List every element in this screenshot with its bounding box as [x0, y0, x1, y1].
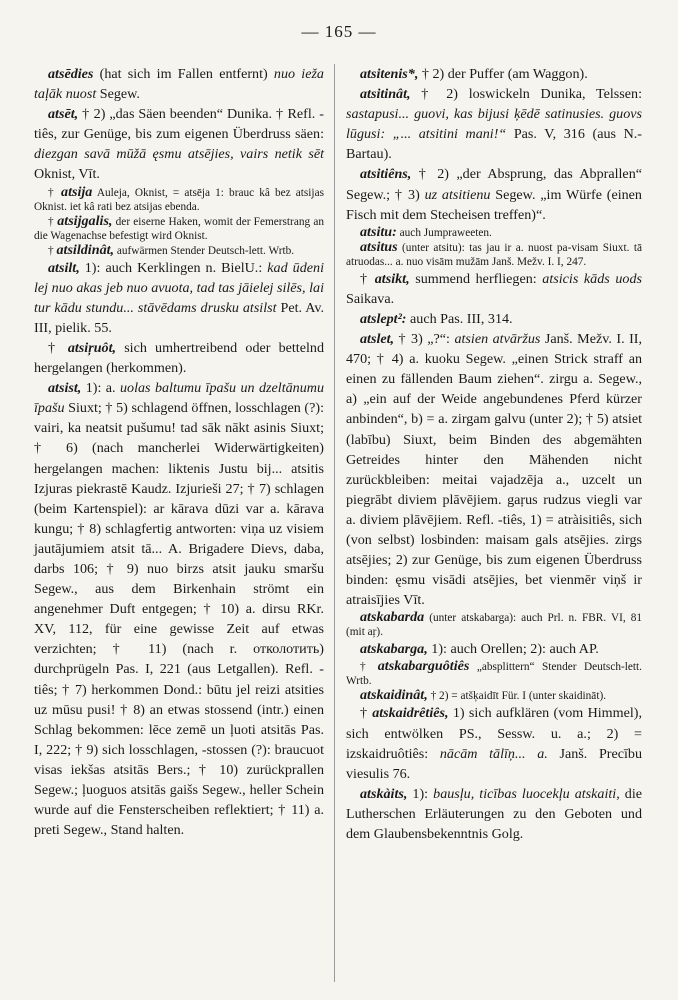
dictionary-entry — [34, 243, 324, 258]
entry-text: nuo ieža taļāk nuost — [34, 66, 324, 103]
entry-text: † — [360, 270, 375, 287]
entry-text: Auleja, Oknist, = atsēja 1: brauc kâ bez atsijas Oknist. iet kâ rati bez atsijas ebenda. — [34, 186, 324, 213]
right-column — [346, 64, 642, 844]
entry-text: summend herfliegen: — [409, 270, 543, 287]
dictionary-entry — [346, 703, 642, 783]
dictionary-entry — [34, 185, 324, 214]
entry-text: nācām tālīņ... a. — [439, 745, 548, 762]
headword: atskabarguôtiês — [377, 658, 470, 675]
entry-text: (hat sich im Fallen entfernt) — [93, 66, 274, 82]
dictionary-entry — [346, 309, 642, 329]
headword: atskaidinât, — [360, 687, 428, 704]
entry-text: † — [48, 244, 57, 257]
dictionary-entry — [346, 64, 642, 84]
entry-text: † 2) loswickeln Dunika, Telssen: — [410, 86, 642, 103]
dictionary-entry — [346, 639, 642, 659]
headword: atskaidrêtiês, — [372, 705, 449, 722]
entry-text: Pet. Av. III, pielik. 55. — [34, 299, 324, 336]
dictionary-entry — [346, 269, 642, 309]
headword: atsikt, — [374, 270, 410, 287]
headword: atskàits, — [360, 785, 408, 802]
entry-text: Oknist, Vīt. — [34, 166, 100, 183]
entry-text: „absplittern“ Stender Deutsch-lett. Wrtb. — [346, 661, 642, 688]
dictionary-entry — [346, 784, 642, 844]
headword: atsijgalis, — [57, 212, 113, 229]
dictionary-entry — [34, 338, 324, 378]
entry-text: Pas. V, 316 (aus N.-Bartau). — [346, 126, 642, 163]
dictionary-entry — [346, 225, 642, 240]
headword: atsitiêns, — [360, 166, 412, 183]
entry-text: (unter atsitu): tas jau ir a. nuost pa-visam Siuxt. tā atruodas... a. nuo visām mužām Janš. Mežv. I. I, 247. — [346, 241, 642, 268]
dictionary-entry — [346, 659, 642, 688]
entry-text: † 3) „?“: — [394, 331, 455, 348]
dictionary-entry — [346, 688, 642, 703]
entry-text: uolas baltumu īpašu un dzeltānumu īpašu — [34, 380, 324, 417]
column-divider — [334, 64, 335, 982]
entry-text: † 2) = atšķaidīt Für. I (unter skaidināt). — [427, 690, 607, 703]
entry-text: 1): — [407, 785, 434, 802]
headword: atsitus — [360, 238, 398, 255]
entry-text: kad ūdeni lej nuo akas jeb nuo avuota, tad tas jāielej silēs, lai tur kādu stundu... stāvēdams drusku atsilst — [34, 259, 324, 316]
entry-text: uz atsitienu — [424, 186, 491, 203]
entry-text: atsien atvāržus — [454, 331, 541, 348]
headword: atskabarga, — [360, 641, 428, 658]
dictionary-entry — [346, 84, 642, 164]
entry-text: † 2) der Puffer (am Waggon). — [418, 66, 588, 82]
entry-text: der eiserne Haken, womit der Femerstrang an die Wagenachse befestigt wird Oknist. — [34, 215, 324, 242]
page-number: — 165 — — [301, 22, 377, 41]
dictionary-entry — [34, 378, 324, 840]
dictionary-entry — [34, 104, 324, 184]
headword: atsilt, — [48, 259, 80, 276]
entry-text: auch Pas. III, 314. — [406, 310, 513, 327]
dictionary-entry — [34, 214, 324, 243]
entry-text: † — [48, 339, 68, 356]
entry-text: Janš. Precību viesulis 76. — [346, 745, 642, 782]
entry-text: 1): auch Orellen; 2): auch AP. — [427, 641, 599, 658]
entry-text: auch Jumpraweeten. — [396, 226, 492, 239]
headword: atskabarda — [360, 609, 425, 626]
entry-text: Siuxt; † 5) schlagend öffnen, losschlagen (?): vairi, ka neatsit pušumu! tad sāk nākt asinis Siuxt; † 6) (nach mancherlei Widerwärtigkeiten) hergelangen machen: liktenis Justu bij... atsitis Izjuras piekrastē Kaudz. Izjurieši 27; † 7) schlagen (beim Kartenspiel): ar kārava dūzi var a. kārava kungu; † 8) schlagfertig antworten: viņa uz visiem jautājumiem atsit tā... A. Brigadere Dievs, daba, darbs 106; † 9) nuo birzs atsit jauku smaršu Segew., aus dem Birkenhain strömt ein angenehmer Duft entgegen; † 10) a. dirsu RKr. XV, 112, für eine gewisse Zeit auf etwas verzichten; † 11) (nach r. отколотить) durchprügeln Pas. I, 221 (aus Letgallen). Refl. -tiês; † 7) herkommen Dond.: būtu jel reizi atsities uz mūsu pusi! † 8) an etwas stossend (intr.) einen Schlag bekommen: lēce zemē un ļuoti atsitās Pas. I, 222; † 9) sich losschlagen, -stossen (?): braucuot visas iekšas atsitās Bers.; † 10) zurückprallen Segew.; ļuoguos atsitās gaišs Segew., heller Schein wurde auf die Fensterscheiben reflektiert; † 11) a. preti Segew., Stand halten. — [34, 400, 324, 839]
dictionary-entry — [346, 610, 642, 639]
entry-text: † — [360, 705, 373, 722]
entry-text: † 2) „das Säen beenden“ Dunika. † Refl. -tiês, zur Genüge, bis zum eigenen Überdruss säen: — [34, 106, 324, 143]
entry-text: † — [48, 186, 62, 199]
dictionary-entry — [346, 329, 642, 610]
entry-text: † — [48, 215, 58, 228]
headword: atsija — [61, 183, 93, 200]
headword: atsēdies — [48, 66, 94, 82]
entry-text: die Lutherschen Erläuterungen zu den Geboten und dem Glaubensbekenntnis Golg. — [346, 785, 642, 842]
entry-text: † — [360, 661, 378, 674]
entry-text: † 2) „der Absprung, das Abprallen“ Segew.; † 3) — [346, 166, 642, 203]
entry-text: atsicis kāds uods — [542, 270, 642, 287]
entry-text: bausļu, ticības luocekļu atskaiti, — [433, 785, 620, 802]
headword: atsitu: — [360, 223, 397, 240]
headword: atsitenis*, — [360, 66, 419, 82]
entry-text: Saikava. — [346, 290, 395, 307]
headword: atsitinât, — [360, 86, 411, 103]
headword: atslept²: — [360, 310, 407, 327]
entry-text: 1): a. — [81, 380, 120, 397]
entry-text: 1) sich aufklären (vom Himmel), sich entwölken PS., Sessw. u. a.; 2) = izskaidruôtiês: — [346, 705, 642, 762]
dictionary-entry — [346, 164, 642, 224]
headword: atsēt, — [48, 106, 79, 123]
dictionary-entry — [34, 258, 324, 338]
headword: atsildinât, — [56, 241, 115, 258]
entry-text: Janš. Mežv. I. II, 470; † 4) a. kuoku Segew. „einen Strick straff an einen zu fällenden Baum ziehen“. zirgu a. Segew., a) „ein auf der Weide angebundenes Pferd kürzer anbinden“, b) = a. zirgam galvu (unter 2); † 5) atsiet (labību) Siuxt, beim Binden des abgemähten Getreides hinter den Mähenden nicht zurückbleiben: meitai vajadzēja a., uzcelt un piegrābt diviem plāvējiem. gaŗus rudzus viegli var a. diviem plāvējiem. Refl. -tiês, 1) = atràisitiês, sich (von selbst) losbinden: maisam gals atsējies. zirgs atsējies; 2) zur Genüge, bis zum eigenen Überdruss binden: ęsmu visādi atsējies, bet vienmēr viņš ir atraisījies Vīt. — [346, 331, 642, 609]
entry-text: diezgan savā mūžā ęsmu atsējies, vairs netik sēt — [34, 146, 324, 163]
entry-text: Segew. — [96, 86, 140, 103]
headword: atslet, — [360, 331, 395, 348]
entry-text: Segew. „im Würfe (einen Fisch mit dem Stecheisen treffen)“. — [346, 186, 642, 223]
entry-text: (unter atskabarga): auch Prl. n. FBR. VI, 81 (mit aŗ). — [346, 612, 642, 639]
entry-text: sich umhertreibend oder bettelnd hergelangen (herkommen). — [34, 339, 324, 377]
entry-text: aufwärmen Stender Deutsch-lett. Wrtb. — [114, 244, 295, 257]
entry-text: 1): auch Kerklingen n. BielU.: — [79, 259, 268, 276]
headword: atsist, — [48, 380, 82, 397]
headword: atsiŗuôt, — [67, 339, 117, 356]
left-column — [34, 64, 324, 840]
dictionary-entry — [346, 240, 642, 269]
dictionary-entry — [34, 64, 324, 104]
entry-text: sastapusi... guovi, kas bijusi ķēdē satinusies. guovs lūgusi: „... atsitini mani!“ — [346, 106, 642, 143]
